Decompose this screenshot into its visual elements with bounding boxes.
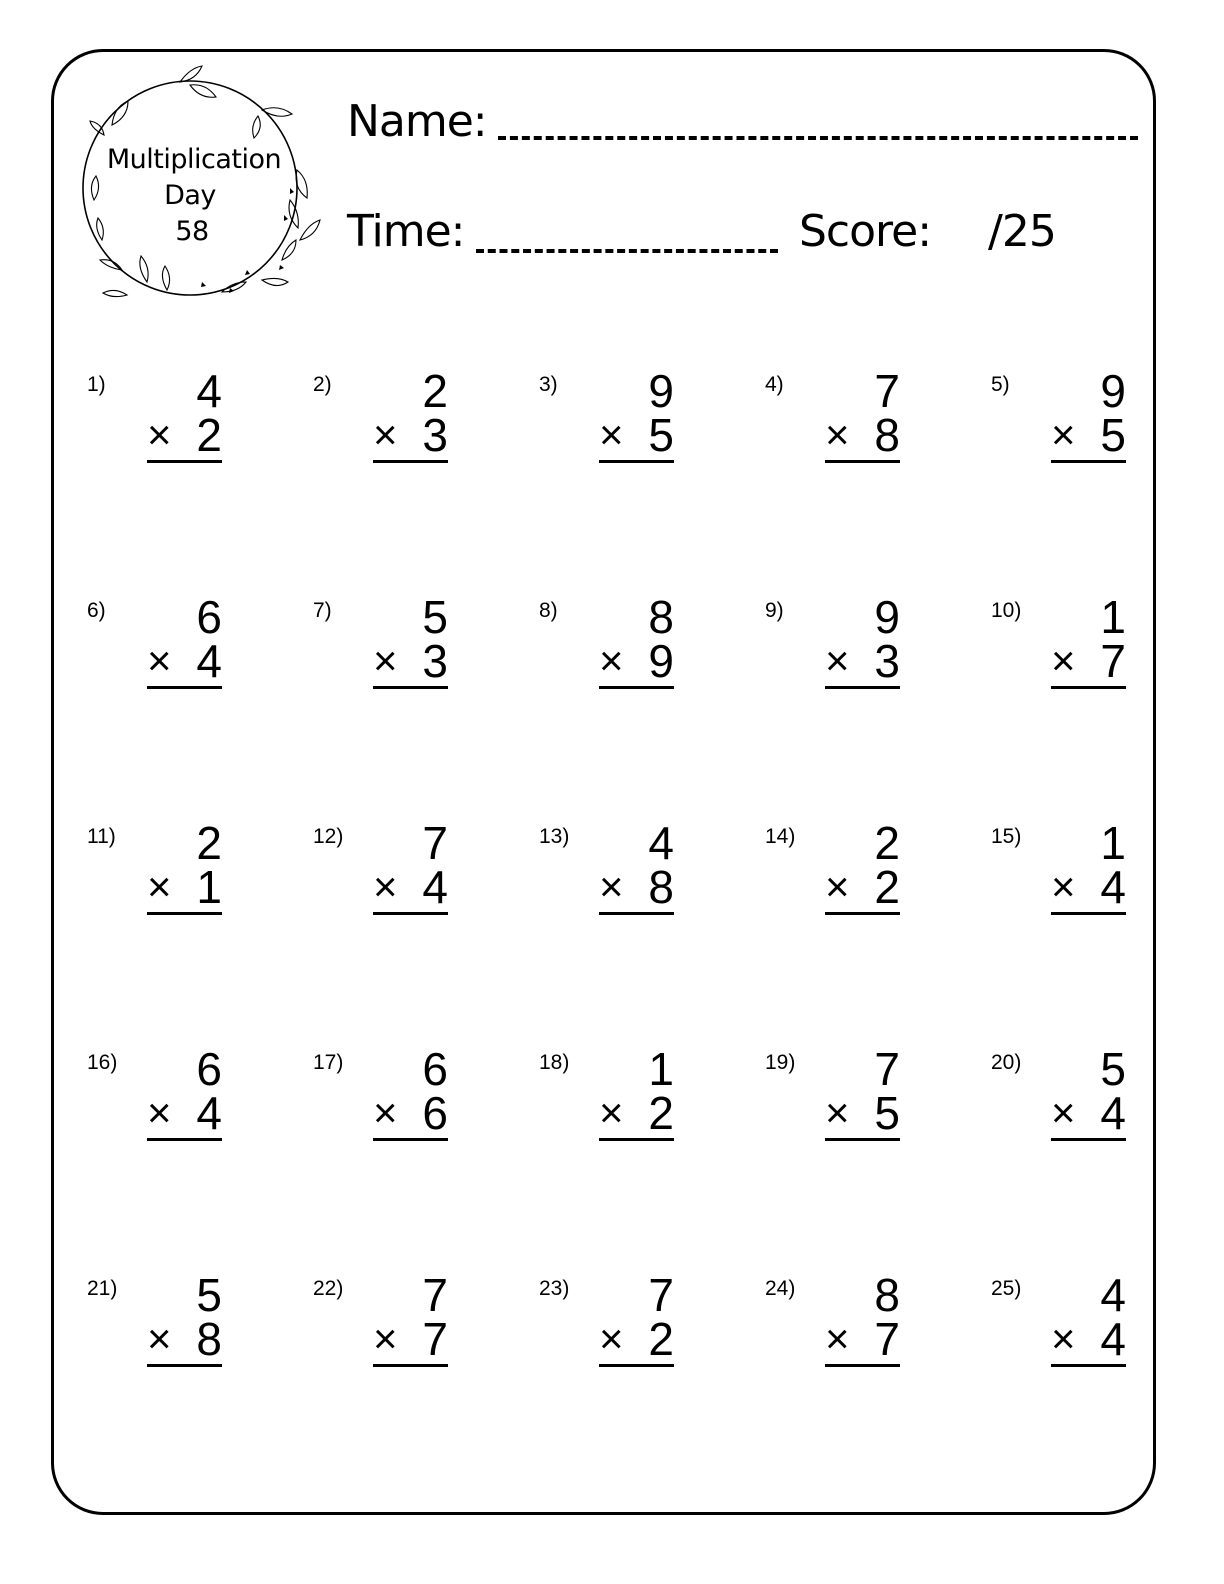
problem-item — [765, 591, 991, 824]
problem-item — [313, 591, 539, 824]
answer-line[interactable] — [825, 1138, 900, 1141]
top-factor: 2 — [422, 365, 448, 417]
problem-item — [765, 817, 991, 1050]
bottom-row — [147, 410, 222, 460]
bottom-row — [599, 636, 674, 686]
multiply-icon: × — [373, 637, 398, 684]
bottom-row — [373, 862, 448, 912]
problem-number: 23) — [539, 1277, 570, 1300]
bottom-factor: 4 — [196, 635, 222, 687]
top-factor: 6 — [196, 1043, 222, 1095]
name-label: Name: — [347, 96, 487, 147]
multiply-icon: × — [599, 1315, 624, 1362]
problem-item — [313, 365, 539, 598]
answer-line[interactable] — [373, 912, 448, 915]
multiply-icon: × — [599, 1089, 624, 1136]
problem-number: 6) — [87, 599, 106, 622]
bottom-row — [147, 1314, 222, 1364]
problem-item — [313, 817, 539, 1050]
top-factor: 1 — [1100, 591, 1126, 643]
multiply-icon: × — [599, 863, 624, 910]
problem-item — [539, 1269, 765, 1502]
problem-number: 2) — [313, 373, 332, 396]
bottom-factor: 4 — [1100, 1313, 1126, 1365]
top-factor: 7 — [874, 365, 900, 417]
top-factor: 7 — [874, 1043, 900, 1095]
problem-number: 1) — [87, 373, 106, 396]
top-factor: 5 — [196, 1269, 222, 1321]
bottom-row — [373, 410, 448, 460]
score-label: Score: — [799, 206, 932, 257]
answer-line[interactable] — [825, 686, 900, 689]
top-factor: 4 — [648, 817, 674, 869]
bottom-row — [825, 636, 900, 686]
top-factor: 2 — [874, 817, 900, 869]
multiply-icon: × — [147, 637, 172, 684]
problem-number: 25) — [991, 1277, 1022, 1300]
problem-number: 9) — [765, 599, 784, 622]
multiply-icon: × — [825, 411, 850, 458]
problem-item — [539, 817, 765, 1050]
answer-line[interactable] — [147, 912, 222, 915]
bottom-row — [1051, 1088, 1126, 1138]
multiply-icon: × — [373, 863, 398, 910]
multiply-icon: × — [1051, 411, 1076, 458]
problem-number: 17) — [313, 1051, 344, 1074]
answer-line[interactable] — [1051, 460, 1126, 463]
bottom-row — [147, 862, 222, 912]
bottom-factor: 4 — [1100, 861, 1126, 913]
answer-line[interactable] — [599, 686, 674, 689]
top-factor: 1 — [1100, 817, 1126, 869]
problem-item — [87, 591, 313, 824]
problem-number: 16) — [87, 1051, 118, 1074]
top-factor: 9 — [648, 365, 674, 417]
multiply-icon: × — [147, 411, 172, 458]
bottom-factor: 3 — [422, 635, 448, 687]
bottom-factor: 5 — [1100, 409, 1126, 461]
problem-number: 21) — [87, 1277, 118, 1300]
time-field[interactable] — [476, 249, 778, 253]
top-factor: 4 — [1100, 1269, 1126, 1321]
problem-number: 3) — [539, 373, 558, 396]
answer-line[interactable] — [1051, 1138, 1126, 1141]
top-factor: 8 — [648, 591, 674, 643]
multiply-icon: × — [147, 1089, 172, 1136]
multiply-icon: × — [373, 1315, 398, 1362]
top-factor: 4 — [196, 365, 222, 417]
bottom-row — [147, 636, 222, 686]
problem-item — [87, 365, 313, 598]
bottom-row — [599, 1088, 674, 1138]
answer-line[interactable] — [147, 686, 222, 689]
problem-number: 7) — [313, 599, 332, 622]
answer-line[interactable] — [599, 1364, 674, 1367]
top-factor: 7 — [648, 1269, 674, 1321]
score-total: /25 — [988, 206, 1056, 257]
top-factor: 5 — [422, 591, 448, 643]
top-factor: 6 — [196, 591, 222, 643]
bottom-row — [1051, 1314, 1126, 1364]
multiply-icon: × — [373, 411, 398, 458]
bottom-factor: 4 — [196, 1087, 222, 1139]
problem-number: 4) — [765, 373, 784, 396]
problem-number: 10) — [991, 599, 1022, 622]
top-factor: 5 — [1100, 1043, 1126, 1095]
answer-line[interactable] — [147, 1364, 222, 1367]
bottom-row — [147, 1088, 222, 1138]
problem-item — [991, 365, 1217, 598]
problem-number: 20) — [991, 1051, 1022, 1074]
problem-item — [765, 1269, 991, 1502]
problem-number: 19) — [765, 1051, 796, 1074]
bottom-factor: 3 — [422, 409, 448, 461]
bottom-row — [599, 1314, 674, 1364]
multiply-icon: × — [825, 1315, 850, 1362]
multiply-icon: × — [1051, 1089, 1076, 1136]
multiply-icon: × — [1051, 863, 1076, 910]
bottom-row — [1051, 862, 1126, 912]
bottom-row — [373, 1314, 448, 1364]
problem-item — [991, 1043, 1217, 1276]
problem-item — [539, 1043, 765, 1276]
bottom-row — [373, 636, 448, 686]
problem-number: 13) — [539, 825, 570, 848]
bottom-factor: 7 — [874, 1313, 900, 1365]
answer-line[interactable] — [373, 1364, 448, 1367]
problem-item — [991, 591, 1217, 824]
bottom-factor: 8 — [196, 1313, 222, 1365]
multiply-icon: × — [1051, 637, 1076, 684]
bottom-row — [825, 862, 900, 912]
problem-item — [313, 1269, 539, 1502]
badge-day-number: 58 — [175, 216, 209, 247]
bottom-row — [1051, 410, 1126, 460]
top-factor: 1 — [648, 1043, 674, 1095]
top-factor: 2 — [196, 817, 222, 869]
multiply-icon: × — [825, 863, 850, 910]
problem-number: 22) — [313, 1277, 344, 1300]
problem-number: 8) — [539, 599, 558, 622]
answer-line[interactable] — [147, 1138, 222, 1141]
problem-number: 5) — [991, 373, 1010, 396]
multiply-icon: × — [1051, 1315, 1076, 1362]
bottom-factor: 5 — [874, 1087, 900, 1139]
answer-line[interactable] — [1051, 912, 1126, 915]
problem-item — [539, 591, 765, 824]
answer-line[interactable] — [599, 1138, 674, 1141]
bottom-factor: 2 — [648, 1087, 674, 1139]
bottom-factor: 7 — [1100, 635, 1126, 687]
top-factor: 9 — [874, 591, 900, 643]
answer-line[interactable] — [147, 460, 222, 463]
answer-line[interactable] — [599, 912, 674, 915]
bottom-row — [373, 1088, 448, 1138]
top-factor: 9 — [1100, 365, 1126, 417]
bottom-row — [825, 410, 900, 460]
bottom-factor: 2 — [196, 409, 222, 461]
problem-item — [991, 1269, 1217, 1502]
bottom-row — [1051, 636, 1126, 686]
answer-line[interactable] — [599, 460, 674, 463]
problem-item — [87, 1043, 313, 1276]
multiply-icon: × — [147, 1315, 172, 1362]
bottom-factor: 9 — [648, 635, 674, 687]
top-factor: 7 — [422, 1269, 448, 1321]
multiply-icon: × — [373, 1089, 398, 1136]
top-factor: 7 — [422, 817, 448, 869]
bottom-row — [599, 410, 674, 460]
answer-line[interactable] — [825, 1364, 900, 1367]
time-label: Time: — [347, 206, 465, 257]
bottom-row — [825, 1088, 900, 1138]
problem-number: 18) — [539, 1051, 570, 1074]
problem-item — [87, 1269, 313, 1502]
problem-item — [765, 365, 991, 598]
multiply-icon: × — [147, 863, 172, 910]
answer-line[interactable] — [373, 460, 448, 463]
problem-item — [991, 817, 1217, 1050]
bottom-factor: 8 — [648, 861, 674, 913]
bottom-factor: 3 — [874, 635, 900, 687]
bottom-factor: 4 — [1100, 1087, 1126, 1139]
problem-number: 24) — [765, 1277, 796, 1300]
bottom-factor: 4 — [422, 861, 448, 913]
bottom-row — [599, 862, 674, 912]
name-field[interactable] — [498, 136, 1138, 140]
multiply-icon: × — [599, 411, 624, 458]
bottom-factor: 2 — [648, 1313, 674, 1365]
bottom-factor: 2 — [874, 861, 900, 913]
problem-item — [87, 817, 313, 1050]
bottom-factor: 1 — [196, 861, 222, 913]
answer-line[interactable] — [373, 1138, 448, 1141]
badge-title: Multiplication — [106, 144, 282, 175]
problem-number: 11) — [87, 825, 116, 848]
problem-number: 15) — [991, 825, 1022, 848]
bottom-factor: 8 — [874, 409, 900, 461]
bottom-factor: 6 — [422, 1087, 448, 1139]
multiply-icon: × — [825, 1089, 850, 1136]
top-factor: 6 — [422, 1043, 448, 1095]
answer-line[interactable] — [373, 686, 448, 689]
answer-line[interactable] — [825, 912, 900, 915]
problem-number: 12) — [313, 825, 344, 848]
problem-item — [539, 365, 765, 598]
answer-line[interactable] — [1051, 1364, 1126, 1367]
problem-item — [765, 1043, 991, 1276]
multiply-icon: × — [599, 637, 624, 684]
answer-line[interactable] — [1051, 686, 1126, 689]
multiply-icon: × — [825, 637, 850, 684]
problem-number: 14) — [765, 825, 796, 848]
bottom-factor: 7 — [422, 1313, 448, 1365]
badge-day-label: Day — [164, 180, 216, 211]
bottom-factor: 5 — [648, 409, 674, 461]
problem-item — [313, 1043, 539, 1276]
answer-line[interactable] — [825, 460, 900, 463]
bottom-row — [825, 1314, 900, 1364]
day-badge — [72, 60, 322, 300]
top-factor: 8 — [874, 1269, 900, 1321]
